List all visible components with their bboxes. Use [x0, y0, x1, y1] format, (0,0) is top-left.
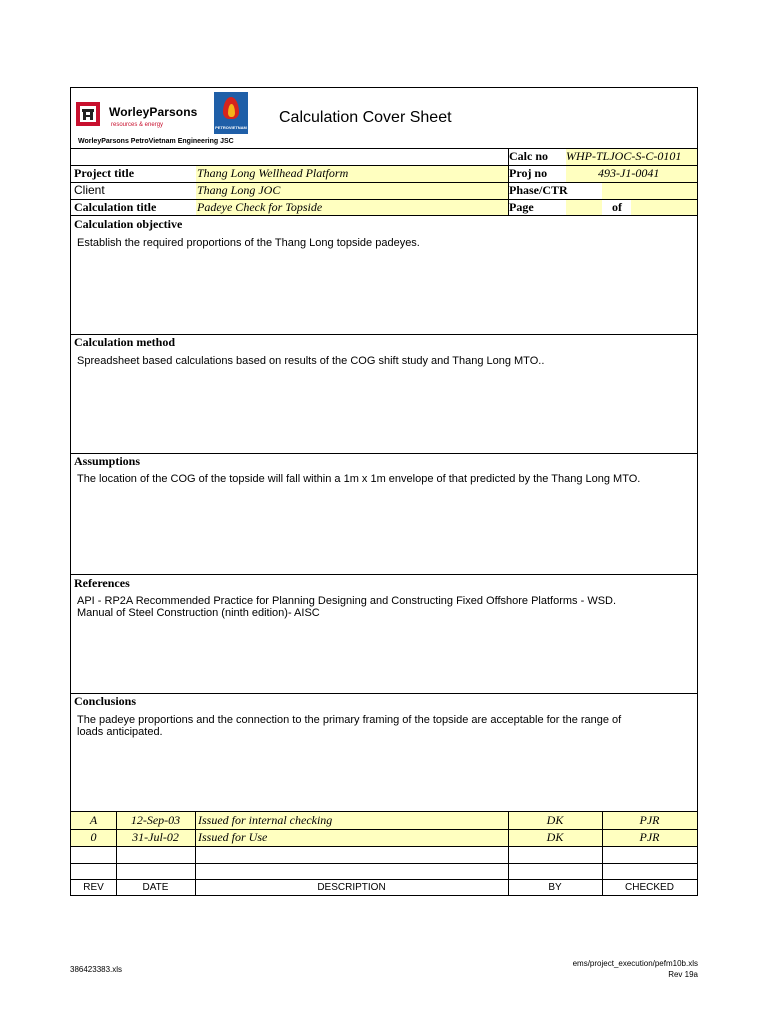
section-text-method: Spreadsheet based calculations based on results of the COG shift study and Thang Long MTO.. — [77, 355, 545, 367]
phase-cell — [602, 182, 697, 199]
column-header-description: DESCRIPTION — [317, 882, 386, 893]
section-text-objective: Establish the required proportions of the Thang Long topside padeyes. — [77, 237, 420, 249]
footer-file-path: ems/project_execution/pefm10b.xls — [572, 959, 698, 968]
table-row-rev: A — [89, 813, 98, 827]
section-text-references-2: Manual of Steel Construction (ninth edition)- AISC — [77, 607, 320, 619]
phase-label: Phase/CTR — [509, 183, 568, 197]
section-title-objective: Calculation objective — [74, 217, 183, 231]
section-text-assumptions: The location of the COG of the topside will fall within a 1m x 1m envelope of that predicted by the Thang Long MTO. — [77, 473, 641, 485]
proj-no-value: 493-J1-0041 — [598, 166, 660, 180]
column-header-checked: CHECKED — [625, 882, 674, 893]
column-header-date: DATE — [142, 882, 169, 893]
page-label: Page — [509, 200, 534, 214]
calculation-cover-sheet — [70, 87, 698, 896]
footer-revision: Rev 19a — [668, 970, 698, 979]
table-row-date: 31-Jul-02 — [132, 830, 179, 844]
client-value: Thang Long JOC — [197, 183, 281, 197]
table-row-by: DK — [546, 813, 564, 827]
column-header-by: BY — [548, 882, 562, 893]
project-title-value: Thang Long Wellhead Platform — [197, 166, 349, 180]
worleyparsons-logo-icon — [76, 102, 100, 126]
table-row-rev: 0 — [90, 830, 97, 844]
calc-title-label: Calculation title — [74, 200, 157, 214]
table-row-date: 12-Sep-03 — [130, 813, 181, 827]
partner-logo-label: PETROVIETNAM — [215, 125, 247, 130]
calc-no-label: Calc no — [509, 149, 548, 163]
brand-name: WorleyParsons — [109, 105, 198, 119]
project-title-label: Project title — [74, 166, 135, 180]
column-header-rev: REV — [83, 882, 104, 893]
calc-no-value: WHP-TLJOC-S-C-0101 — [566, 149, 682, 163]
footer-file-name: 386423383.xls — [70, 965, 123, 974]
company-name: WorleyParsons PetroVietnam Engineering JSC — [78, 138, 234, 145]
section-title-references: References — [74, 576, 130, 590]
section-text-conclusions-1: The padeye proportions and the connection to the primary framing of the topside are acceptable for the range of — [77, 714, 622, 726]
table-row-by: DK — [546, 830, 564, 844]
brand-tagline: resources & energy — [111, 122, 164, 128]
table-row-description: Issued for internal checking — [198, 813, 333, 827]
section-title-assumptions: Assumptions — [74, 454, 141, 468]
sheet-title: Calculation Cover Sheet — [279, 109, 452, 126]
page-of-label: of — [612, 200, 622, 214]
table-row-checked: PJR — [639, 830, 660, 844]
table-row-checked: PJR — [639, 813, 660, 827]
section-text-references-1: API - RP2A Recommended Practice for Planning Designing and Constructing Fixed Offshore Platforms - WSD. — [77, 595, 617, 607]
section-text-conclusions-2: loads anticipated. — [77, 726, 163, 738]
client-label: Client — [74, 183, 105, 197]
table-row-description: Issued for Use — [198, 830, 268, 844]
section-title-method: Calculation method — [74, 335, 176, 349]
page-of-cell — [631, 199, 697, 215]
calc-title-value: Padeye Check for Topside — [197, 200, 323, 214]
proj-no-label: Proj no — [509, 166, 548, 180]
petrovietnam-logo-icon — [214, 92, 248, 134]
section-title-conclusions: Conclusions — [74, 694, 137, 708]
page-cell — [566, 199, 602, 215]
